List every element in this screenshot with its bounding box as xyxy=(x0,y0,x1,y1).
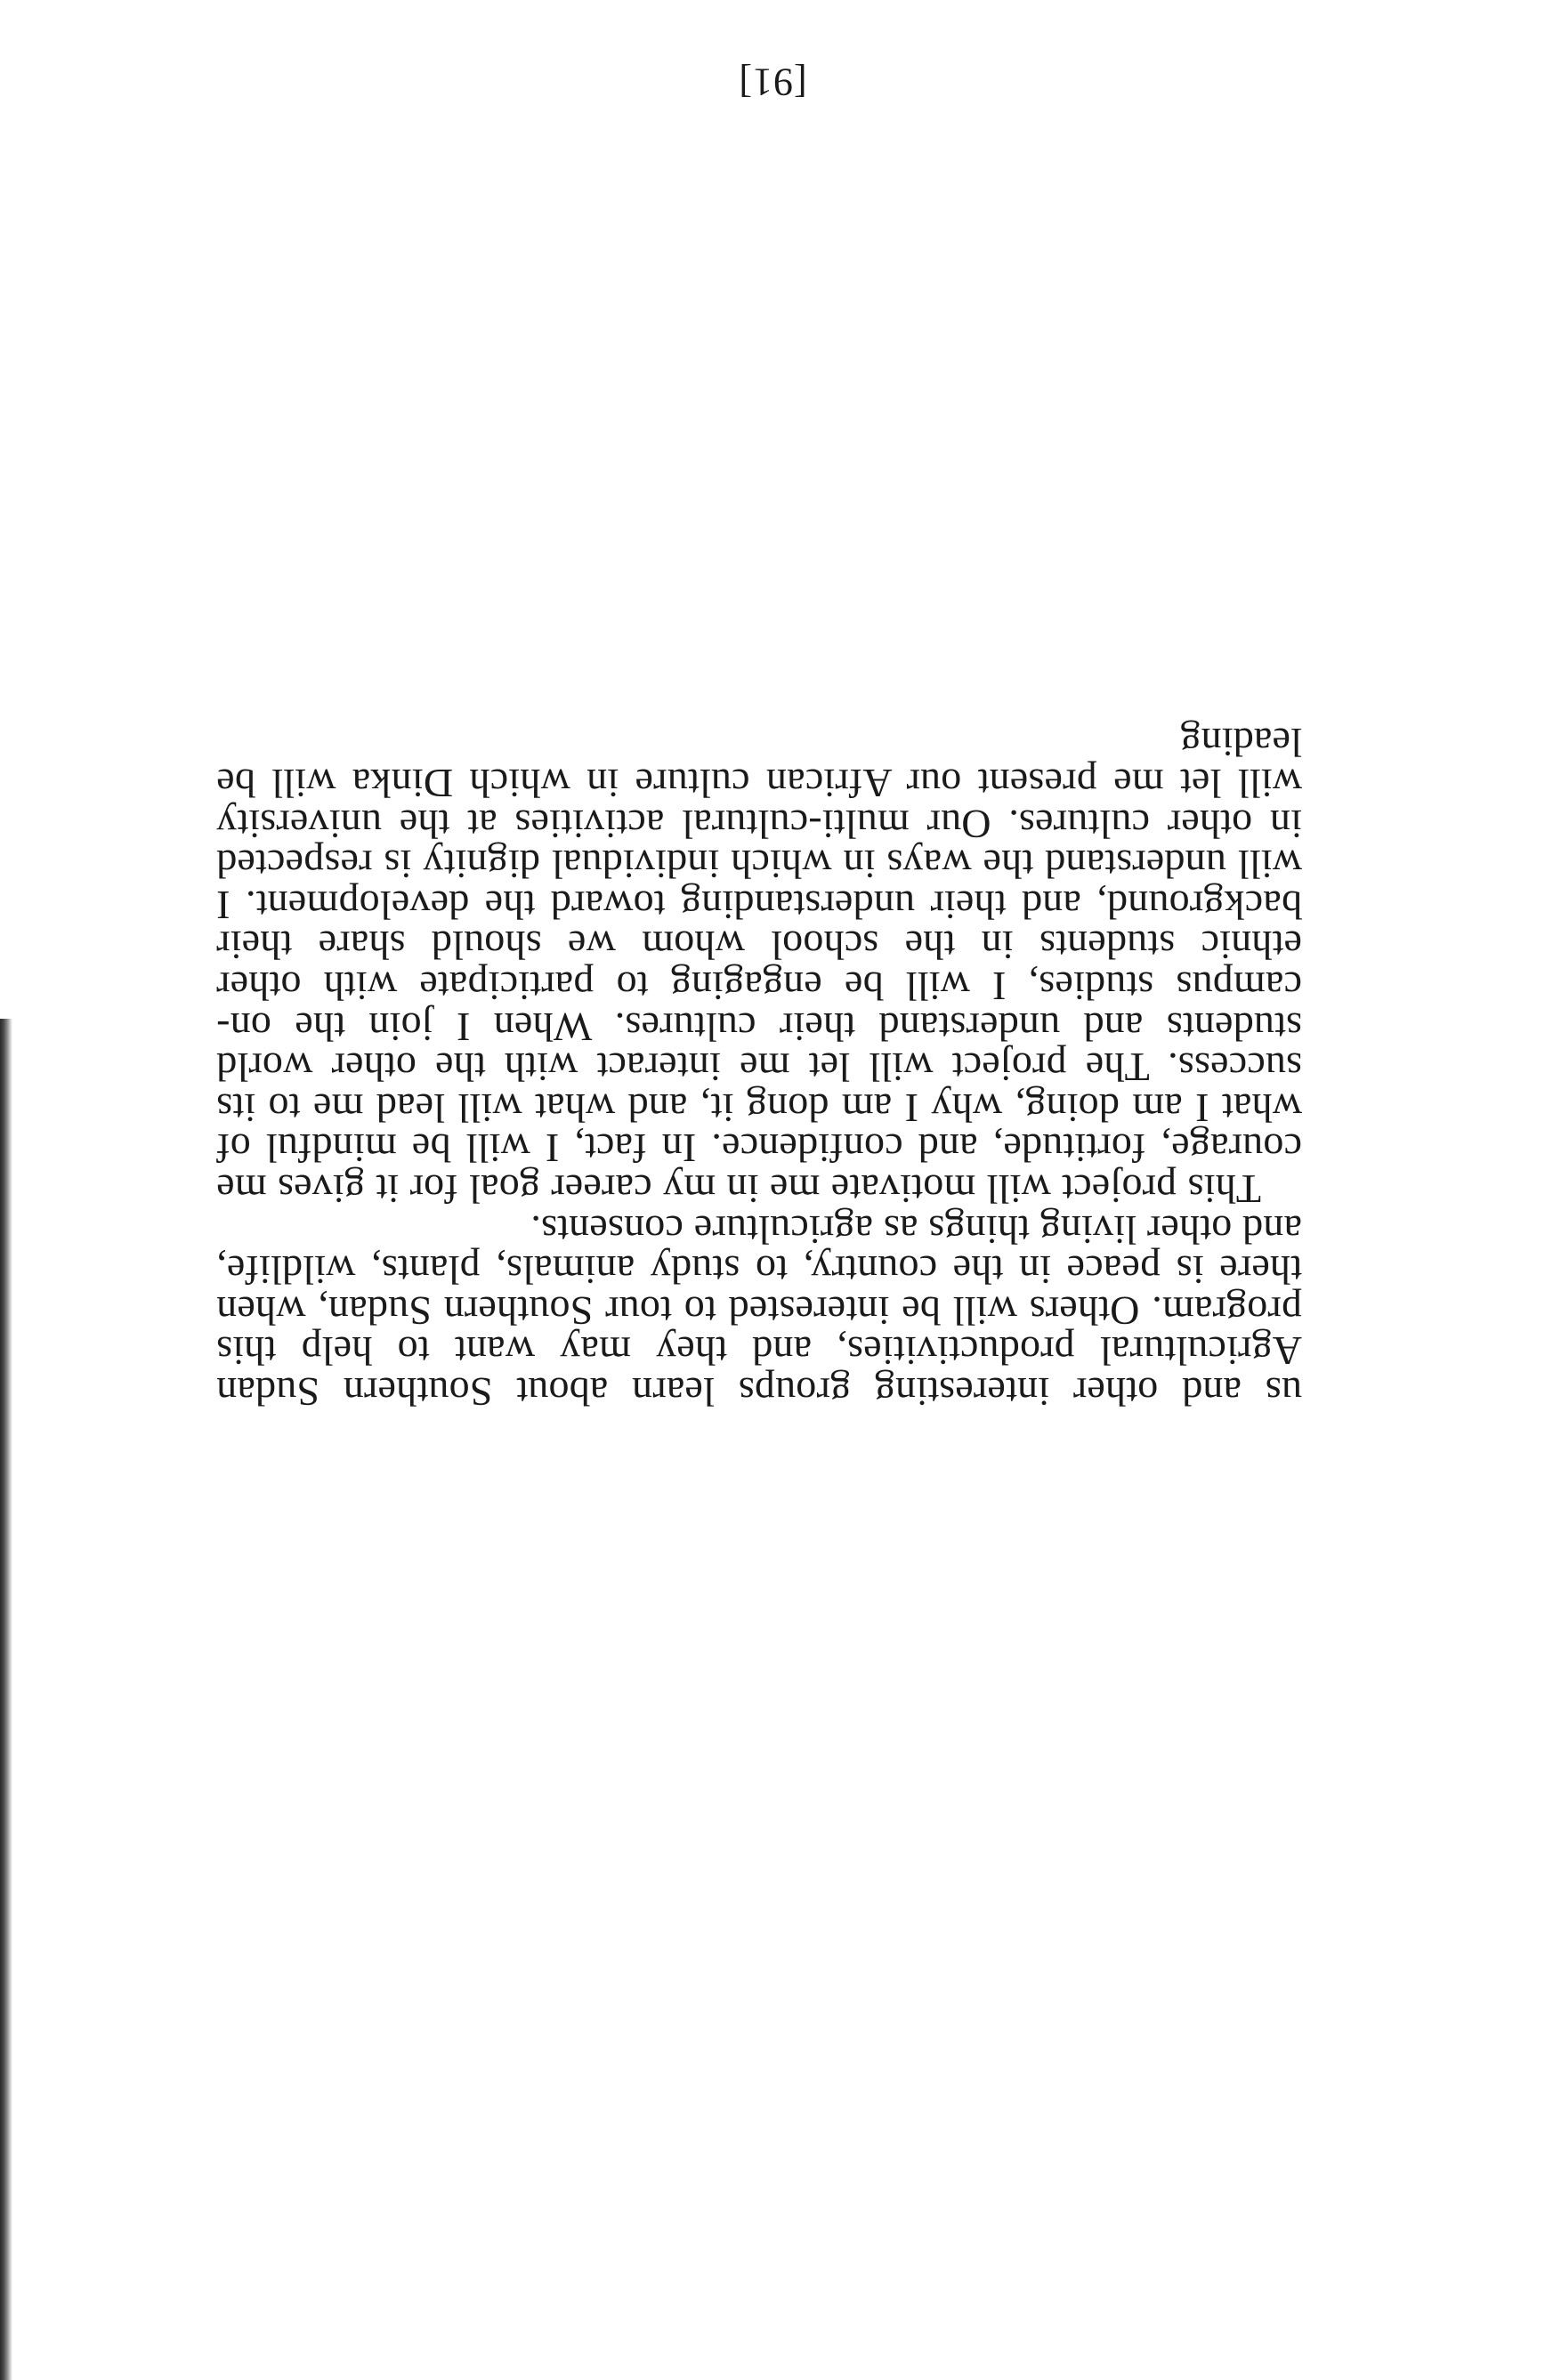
body-text xyxy=(216,720,1302,1415)
binding-edge xyxy=(0,1019,12,2380)
paragraph-1: us and other interesting groups learn about Southern Sudan Agricultural productivities, and they may want to help this program. Others will be interested to tour Southern Sudan, when there is peace in the country, to study animals, plants, wildlife, and other living things as agriculture consents. xyxy=(216,1206,1302,1415)
page-number: [91] xyxy=(738,61,807,104)
paragraph-2: This project will motivate me in my career goal for it gives me courage, fortitude, and confidence. In fact, I will be mindful of what I am doing, why I am dong it, and what will lead me to its success. The project will let me interact with the other world students and understand their cultures. When I join the on-campus studies, I will be engaging to participate with other ethnic students in the school whom we should share their background, and their understanding toward the development. I will understand the ways in which individual dignity is respected in other cultures. Our multi-cultural activities at the university will let me present our African culture in which Dinka will be leading xyxy=(216,720,1302,1213)
